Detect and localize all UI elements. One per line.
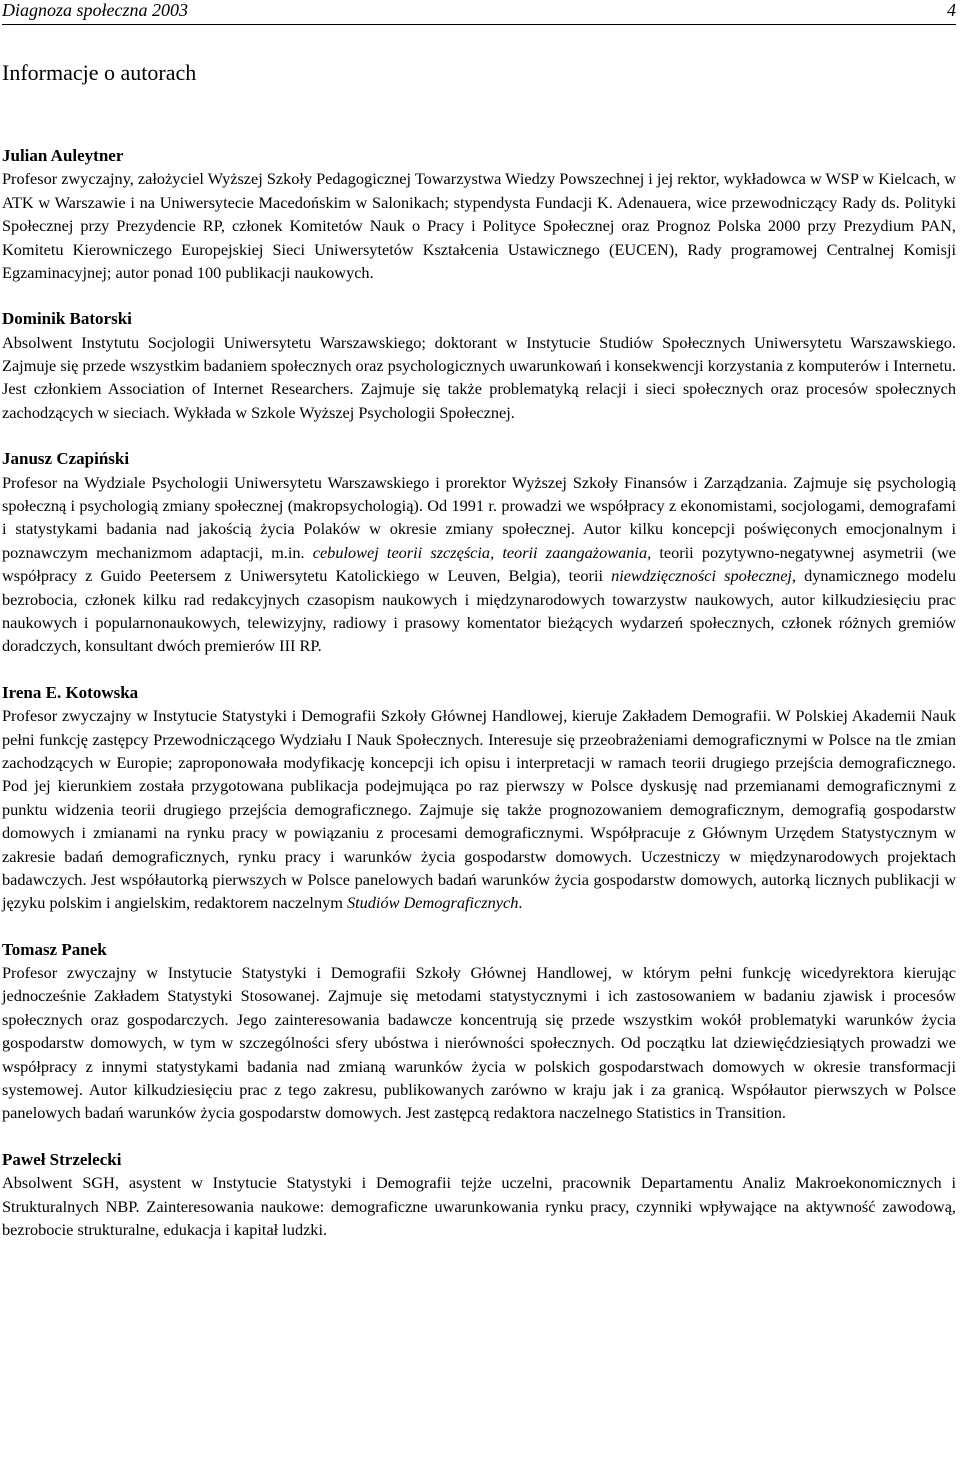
author-entry — [2, 447, 956, 658]
bio-text: , dynamicznego modelu bezrobocia, członek kilku rad redakcyjnych czasopism naukowych i międzynarodowych towarzystw naukowych, autor kilkudziesięciu prac naukowych i popularnonaukowych, telewizyjny, radiowy i prasowy komentator bieżących wydarzeń społecznych, członek różnych gremiów doradczych, konsultant dwóch premierów III RP. — [2, 566, 957, 656]
bio-text: Profesor zwyczajny w Instytucie Statystyki i Demografii Szkoły Głównej Handlowej, kieruje Zakładem Demografii. W Polskiej Akademii Nauk pełni funkcję zastępcy Przewodniczącego Wydziału I Nauk Społecznych. Interesuje się przeobrażeniami demograficznymi w Polsce na tle zmian zachodzących w Europie; zaproponowała modyfikację koncepcji ich opisu i interpretacji w ramach teorii drugiego przejścia demograficznego. Pod jej kierunkiem została przygotowana publikacja podejmująca po raz pierwszy w Polsce dyskusję nad przemianami demograficznymi z punktu widzenia teorii drugiego przejścia demograficznego. Zajmuje się także prognozowaniem demograficznym, demografią gospodarstw domowych i zmianami na rynku pracy w powiązaniu z procesami demograficznymi. Współpracuje z Głównym Urzędem Statystycznym w zakresie badań demograficznych, rynku pracy i warunków życia gospodarstw domowych. Uczestniczy w międzynarodowych projektach badawczych. Jest współautorką pierwszych w Polsce panelowych badań warunków życia gospodarstw domowych, autorką licznych publikacji w języku polskim i angielskim, redaktorem naczelnym — [2, 706, 956, 913]
author-name: Janusz Czapiński — [2, 449, 130, 469]
bio-text: Profesor na Wydziale Psychologii Uniwersytetu Warszawskiego i prorektor Wyższej Szkoły Finansów i Zarządzania. Zajmuje się psychologią społeczną i psychologią zmiany społecznej (makropsychologią). Od 1991 r. prowadzi we współpracy z ekonomistami, socjologami, demografami i statystykami badania nad jakością życia Polaków w okresie zmiany społecznej. Autor kilku koncepcji poświęconych emocjonalnym i poznawczym mechanizmom adaptacji, m.in. — [2, 472, 956, 562]
author-entry — [2, 681, 956, 915]
bio-text: Profesor zwyczajny, założyciel Wyższej Szkoły Pedagogicznej Towarzystwa Wiedzy Powszechnej i jej rektor, wykładowca w WSP w Kielcach, w ATK w Warszawie i na Uniwersytecie Macedońskim w Salonikach; stypendysta Fundacji K. Adenauera, wice przewodniczący Rady ds. Polityki Społecznej przy Prezydencie RP, członek Komitetów Nauk o Pracy i Polityce Społecznej oraz Prognoz Polska 2000 przy Prezydium PAN, Komitetu Kierowniczego Europejskiej Sieci Uniwersytetów Kształcenia Ustawicznego (EUCEN), Rady programowej Centralnej Komisji Egzaminacyjnej; autor ponad 100 publikacji naukowych. — [2, 169, 956, 282]
author-bio — [2, 1171, 956, 1241]
italic-text: cebulowej teorii szczęścia — [312, 542, 491, 562]
author-bio — [2, 471, 956, 658]
bio-text: , — [490, 542, 503, 562]
bio-text: teorii pozytywno-negatywnej asymetrii (we współpracy z Guido Peetersem z Uniwersytetu Katolickiego w Leuven, Belgia), teorii — [2, 542, 957, 586]
page-header — [2, 0, 956, 25]
author-entry — [2, 1148, 956, 1242]
bio-text: Absolwent SGH, asystent w Instytucie Statystyki i Demografii tejże uczelni, pracownik Departamentu Analiz Makroekonomicznych i Strukturalnych NBP. Zainteresowania naukowe: demograficzne uwarunkowania rynku pracy, czynniki wpływające na aktywność zawodową, bezrobocie strukturalne, edukacja i kapitał ludzki. — [2, 1173, 956, 1239]
italic-text: niewdzięczności społecznej — [611, 566, 792, 586]
author-bio — [2, 167, 956, 284]
section-title: Informacje o autorach — [2, 60, 197, 85]
authors-list — [2, 144, 956, 1264]
bio-text: . — [518, 893, 523, 913]
author-name: Paweł Strzelecki — [2, 1149, 122, 1169]
author-entry — [2, 938, 956, 1125]
author-name: Dominik Batorski — [2, 309, 132, 329]
document-title: Diagnoza społeczna 2003 — [2, 0, 188, 20]
author-entry — [2, 144, 956, 284]
page-number: 4 — [947, 0, 956, 20]
bio-text: Profesor zwyczajny w Instytucie Statystyki i Demografii Szkoły Głównej Handlowej, w którym pełni funkcję wicedyrektora kierując jednocześnie Zakładem Statystyki Stosowanej. Zajmuje się metodami statystycznymi i ich zastosowaniem w badaniu zjawisk i procesów społecznych oraz gospodarczych. Jego zainteresowania badawcze koncentrują się przede wszystkim wokół problematyki warunków życia gospodarstw domowych, w tym w szczególności sfery ubóstwa i nierówności społecznych. Od początku lat dziewięćdziesiątych prowadzi we współpracy z innymi statystykami badania nad zmianą warunków życia w polskich gospodarstwach domowych w okresie transformacji systemowej. Autor kilkudziesięciu prac z tego zakresu, publikowanych zarówno w kraju jak i za granicą. Współautor pierwszych w Polsce panelowych badań warunków życia gospodarstw domowych. Jest zastępcą redaktora naczelnego Statistics in Transition. — [2, 963, 956, 1123]
author-name: Irena E. Kotowska — [2, 682, 139, 702]
author-name: Julian Auleytner — [2, 146, 124, 165]
author-bio — [2, 961, 956, 1125]
italic-text: Studiów Demograficznych — [346, 893, 519, 913]
author-bio — [2, 331, 956, 425]
italic-text: teorii zaangażowania, — [502, 542, 652, 562]
author-entry — [2, 307, 956, 424]
author-name: Tomasz Panek — [2, 939, 107, 959]
bio-text: Absolwent Instytutu Socjologii Uniwersytetu Warszawskiego; doktorant w Instytucie Studiów Społecznych Uniwersytetu Warszawskiego. Zajmuje się przede wszystkim badaniem społecznych oraz psychologicznych uwarunkowań i konsekwencji korzystania z komputerów i Internetu. Jest członkiem Association of Internet Researchers. Zajmuje się także problematyką relacji i sieci społecznych oraz procesów społecznych zachodzących w sieciach. Wykłada w Szkole Wyższej Psychologii Społecznej. — [2, 332, 956, 422]
author-bio — [2, 704, 956, 915]
